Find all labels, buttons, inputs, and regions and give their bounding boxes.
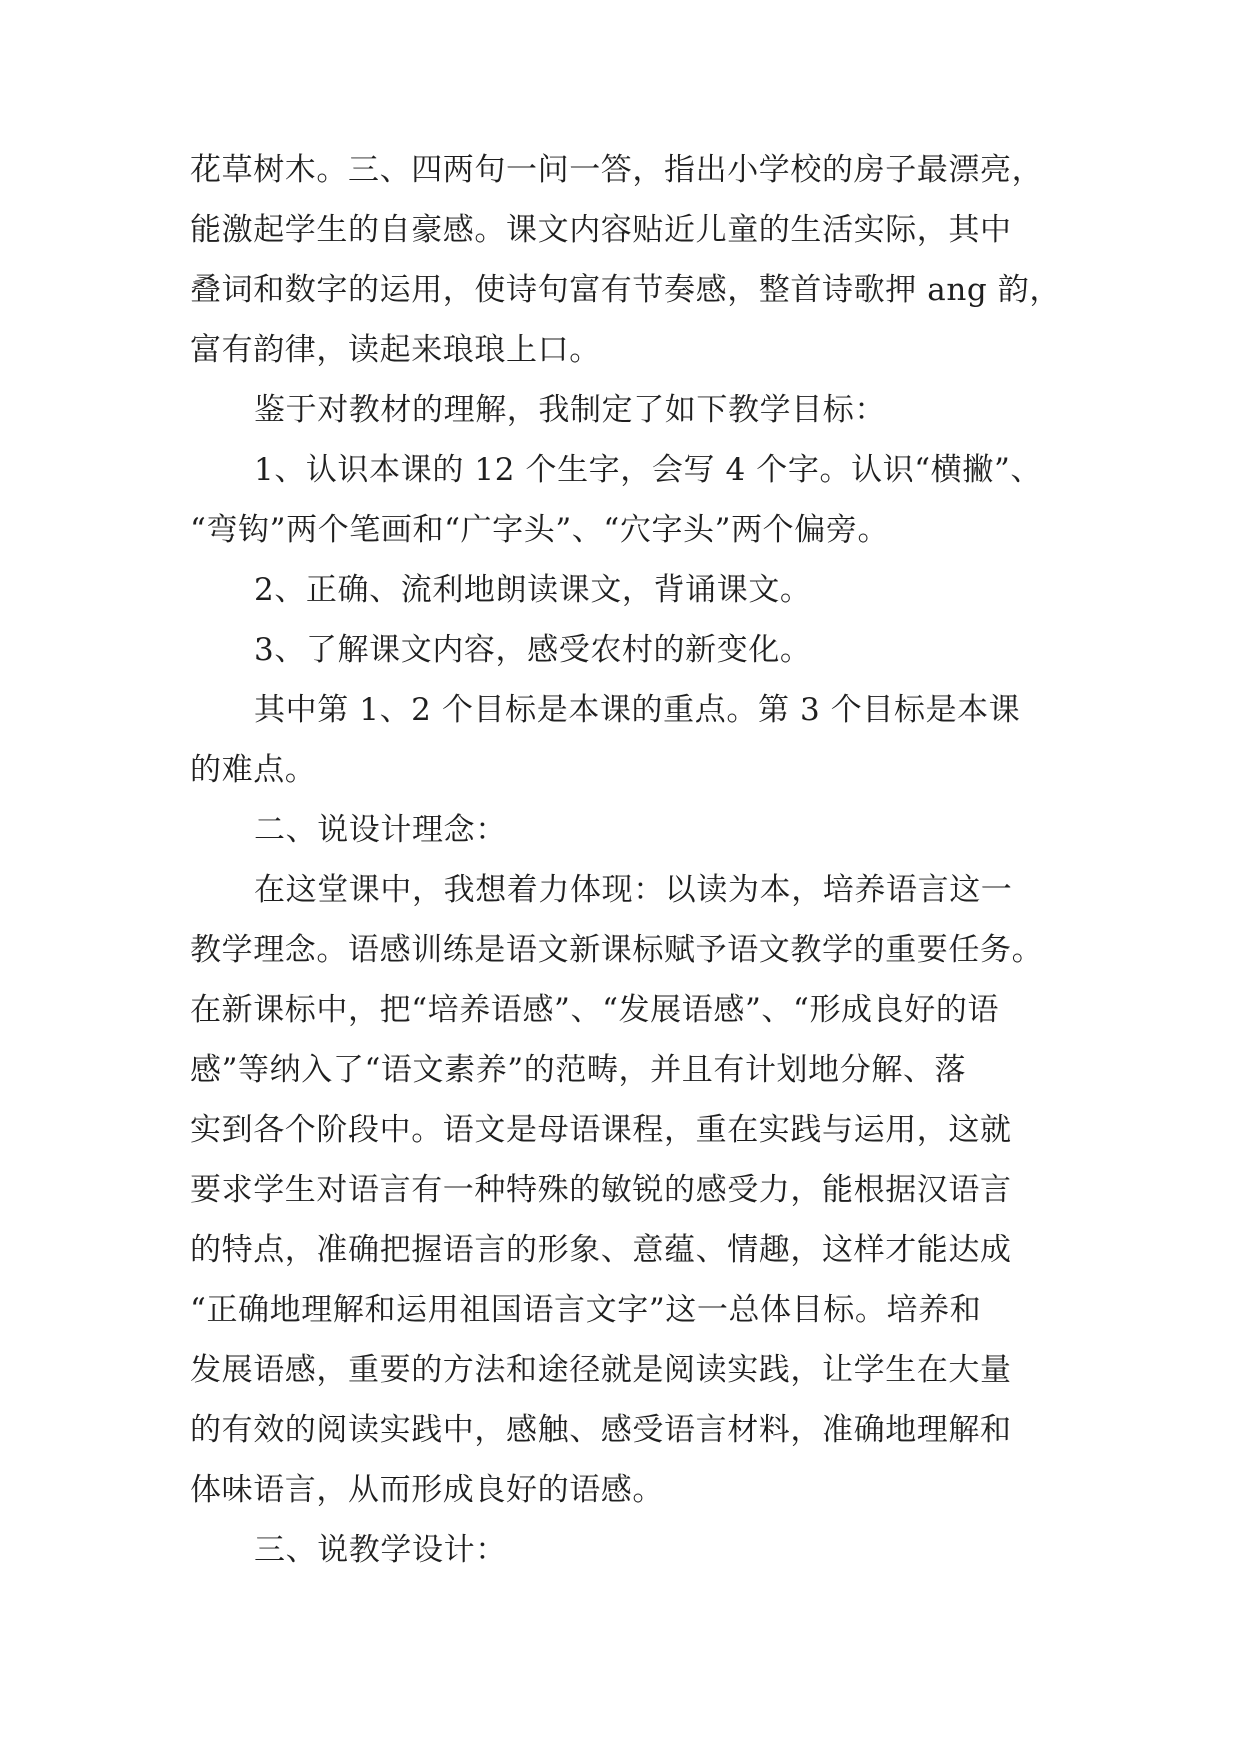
- text-line: 在新课标中，把“培养语感”、“发展语感”、“形成良好的语: [190, 992, 1000, 1028]
- text-line: 的特点，准确把握语言的形象、意蕴、情趣，这样才能达成: [190, 1232, 1012, 1268]
- text-line: 的难点。: [190, 752, 317, 788]
- section-heading: 二、说设计理念：: [254, 812, 507, 848]
- text-line: 要求学生对语言有一种特殊的敏锐的感受力，能根据汉语言: [190, 1172, 1012, 1208]
- text-line: 叠词和数字的运用，使诗句富有节奏感，整首诗歌押 ang 韵，: [190, 272, 1061, 308]
- text-line: 体味语言，从而形成良好的语感。: [190, 1472, 664, 1508]
- objective-item: 1、认识本课的 12 个生字，会写 4 个字。认识“横撇”、: [254, 452, 1043, 488]
- paragraph-first-line: 其中第 1、2 个目标是本课的重点。第 3 个目标是本课: [254, 692, 1021, 728]
- text-line: 发展语感，重要的方法和途径就是阅读实践，让学生在大量: [190, 1352, 1012, 1388]
- text-line: 实到各个阶段中。语文是母语课程，重在实践与运用，这就: [190, 1112, 1012, 1148]
- paragraph-first-line: 在这堂课中，我想着力体现：以读为本，培养语言这一: [254, 872, 1013, 908]
- text-line: 感”等纳入了“语文素养”的范畴，并且有计划地分解、落: [190, 1052, 967, 1088]
- objective-item: 3、了解课文内容，感受农村的新变化。: [254, 632, 812, 668]
- body-text: [190, 140, 1070, 1580]
- section-heading: 三、说教学设计：: [254, 1532, 507, 1568]
- text-line: 教学理念。语感训练是语文新课标赋予语文教学的重要任务。: [190, 932, 1044, 968]
- text-line: 的有效的阅读实践中，感触、感受语言材料，准确地理解和: [190, 1412, 1012, 1448]
- text-line: 富有韵律，读起来琅琅上口。: [190, 332, 601, 368]
- text-line: “正确地理解和运用祖国语言文字”这一总体目标。培养和: [190, 1292, 982, 1328]
- text-line: 能激起学生的自豪感。课文内容贴近儿童的生活实际，其中: [190, 212, 1012, 248]
- text-line: 花草树木。三、四两句一问一答，指出小学校的房子最漂亮，: [190, 152, 1044, 188]
- objective-item: 2、正确、流利地朗读课文，背诵课文。: [254, 572, 812, 608]
- text-line: “弯钩”两个笔画和“广字头”、“穴字头”两个偏旁。: [190, 512, 890, 548]
- paragraph-first-line: 鉴于对教材的理解，我制定了如下教学目标：: [254, 392, 886, 428]
